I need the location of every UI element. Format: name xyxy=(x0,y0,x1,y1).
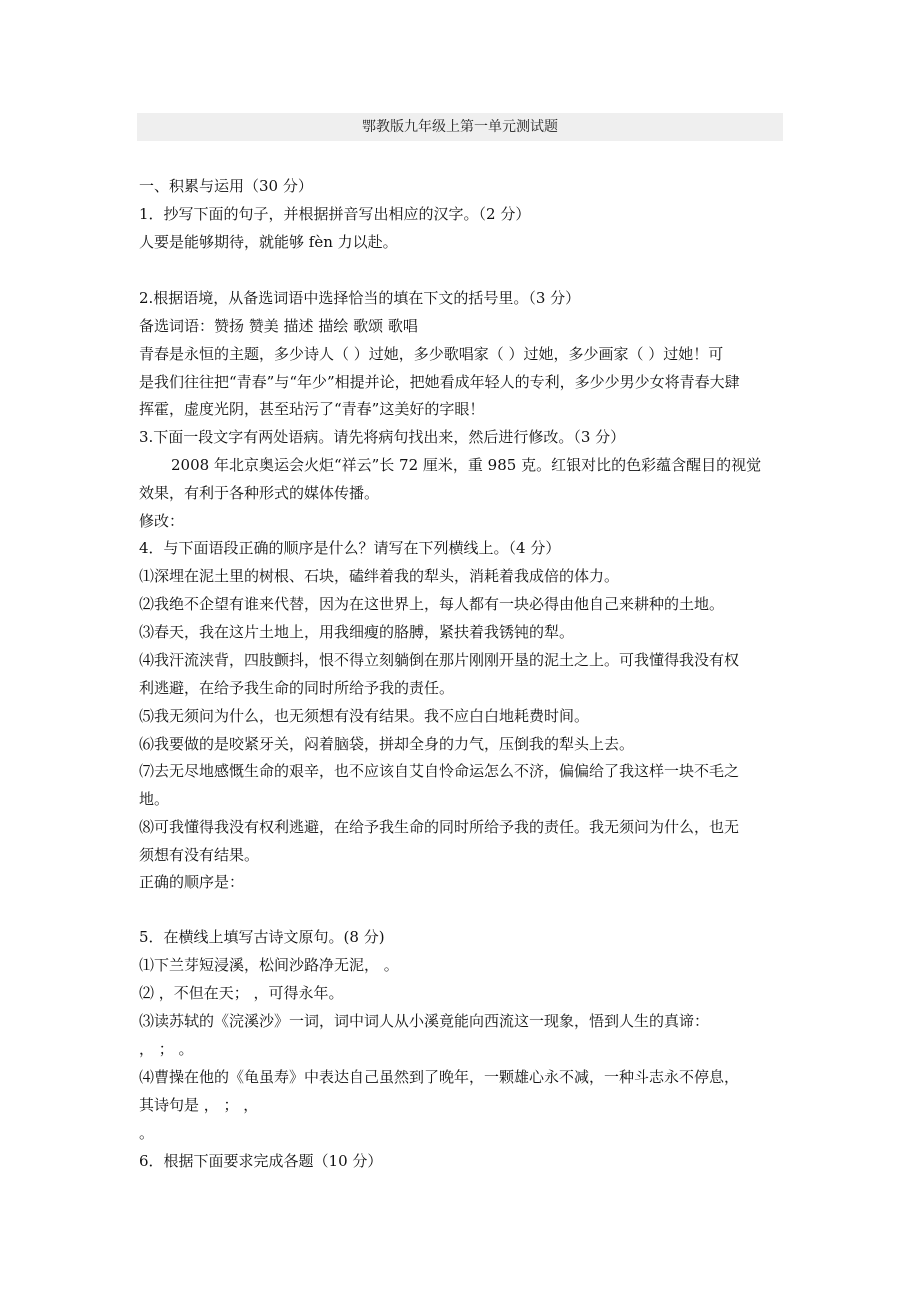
question-3: 3.下面一段文字有两处语病。请先将病句找出来，然后进行修改。（3 分） xyxy=(139,428,626,446)
text-line: 挥霍，虚度光阴，甚至玷污了“青春”这美好的字眼！ xyxy=(139,400,485,418)
document-title: 鄂教版九年级上第一单元测试题 xyxy=(137,113,783,141)
text-line: 正确的顺序是： xyxy=(139,873,245,891)
question-5: 5．在横线上填写古诗文原句。(8 分) xyxy=(139,928,385,946)
text-line: 地。 xyxy=(139,790,170,808)
text-line: ， ； 。 xyxy=(139,1040,194,1058)
text-line: ⑸我无须问为什么，也无须想有没有结果。我不应白白地耗费时间。 xyxy=(139,707,590,725)
text-line: ⑶读苏轼的《浣溪沙》一词，词中词人从小溪竟能向西流这一现象，悟到人生的真谛： xyxy=(139,1012,710,1030)
text-line: ⑵我绝不企望有谁来代替，因为在这世界上，每人都有一块必得由他自己来耕种的土地。 xyxy=(139,595,725,613)
text-line: 青春是永恒的主题，多少诗人（ ）过她，多少歌唱家（ ）过她，多少画家（ ）过她！可 xyxy=(139,345,724,363)
text-line: 效果，有利于各种形式的媒体传播。 xyxy=(139,484,380,502)
text-line: ⑹我要做的是咬紧牙关，闷着脑袋，拼却全身的力气，压倒我的犁头上去。 xyxy=(139,735,635,753)
text-line: ⑶春天，我在这片土地上，用我细瘦的胳膊，紧扶着我锈钝的犁。 xyxy=(139,623,575,641)
section-heading: 一、积累与运用（30 分） xyxy=(139,177,313,195)
text-line: ⑴下兰芽短浸溪，松间沙路净无泥， 。 xyxy=(139,956,399,974)
text-line: 须想有没有结果。 xyxy=(139,846,260,864)
text-line: ⑷我汗流浃背，四肢颤抖，恨不得立刻躺倒在那片刚刚开垦的泥土之上。可我懂得我没有权 xyxy=(139,651,740,669)
text-line: 利逃避，在给予我生命的同时所给予我的责任。 xyxy=(139,679,455,697)
text-line: ⑺去无尽地感慨生命的艰辛，也不应该自艾自怜命运怎么不济，偏偏给了我这样一块不毛之 xyxy=(139,762,740,780)
question-2: 2.根据语境，从备选词语中选择恰当的填在下文的括号里。（3 分） xyxy=(139,289,581,307)
text-line: 是我们往往把“青春”与“年少”相提并论，把她看成年轻人的专利，多少少男少女将青春大肆 xyxy=(139,373,740,391)
text-line: 修改： xyxy=(139,512,185,530)
text-line: 备选词语：赞扬 赞美 描述 描绘 歌颂 歌唱 xyxy=(139,317,418,335)
question-4: 4．与下面语段正确的顺序是什么？请写在下列横线上。（4 分） xyxy=(139,539,561,557)
text-line: ⑵ ，不但在天； ，可得永年。 xyxy=(139,984,344,1002)
text-line: ⑴深埋在泥土里的树根、石块，磕绊着我的犁头，消耗着我成倍的体力。 xyxy=(139,567,620,585)
text-line: 其诗句是 ， ； ， xyxy=(139,1096,259,1114)
question-1: 1．抄写下面的句子，并根据拼音写出相应的汉字。（2 分） xyxy=(139,205,531,223)
text-line: 2008 年北京奥运会火炬“祥云”长 72 厘米，重 985 克。红银对比的色彩蕴含醒目的视觉 xyxy=(171,456,762,474)
question-6: 6．根据下面要求完成各题（10 分） xyxy=(139,1152,383,1170)
text-line: ⑷曹操在他的《龟虽寿》中表达自己虽然到了晚年，一颗雄心永不减，一种斗志永不停息， xyxy=(139,1068,740,1086)
text-line: 。 xyxy=(139,1124,155,1142)
text-line: ⑻可我懂得我没有权利逃避，在给予我生命的同时所给予我的责任。我无须问为什么，也无 xyxy=(139,818,740,836)
text-line: 人要是能够期待，就能够 fèn 力以赴。 xyxy=(139,233,398,251)
